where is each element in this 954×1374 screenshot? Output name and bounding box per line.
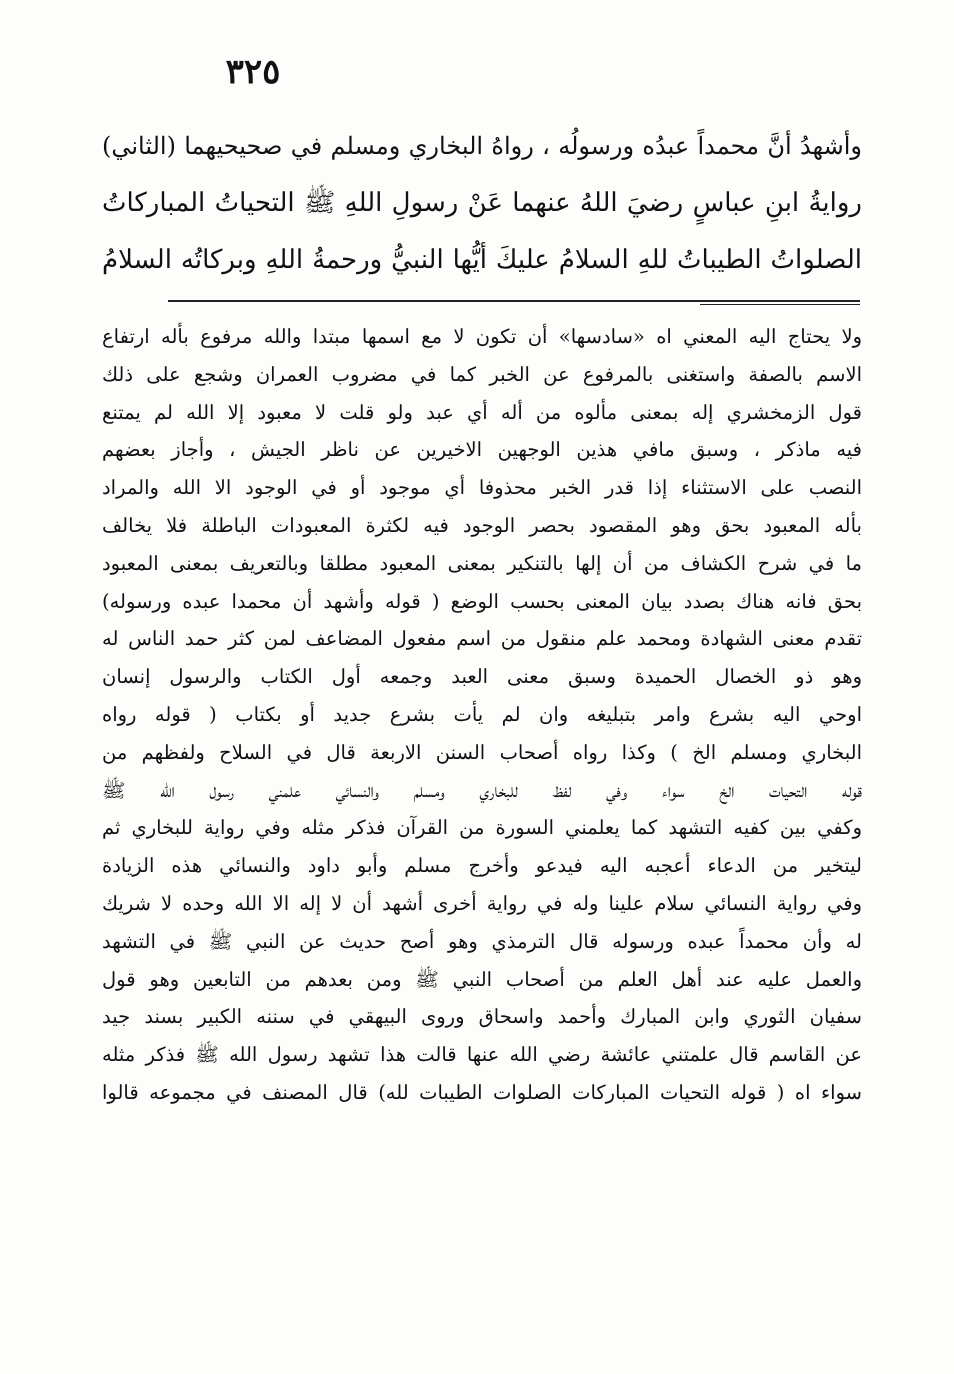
page-number: ٣٢٥ <box>225 52 281 92</box>
commentary-line: بحق فانه هناك بصدد بيان المعنى بحسب الوضع ( قوله وأشهد أن محمدا عبده ورسوله) <box>102 589 862 613</box>
main-text <box>102 118 862 289</box>
commentary-line: قوله التحيات الخ سواء وفي لفظ للبخاري ومسلم والنسائي علمني رسول الله ﷺ <box>102 778 862 802</box>
commentary-line: بأله المعبود بحق وهو المقصود بحصر الوجود فيه لكثرة المعبودات الباطلة فلا يخالف <box>102 513 862 537</box>
commentary-line: وفي رواية النسائي سلام علينا وله في رواية أخرى أشهد أن لا إله الا الله وحده لا شريك <box>102 891 862 915</box>
commentary-line: الاسم بالصفة واستغنى بالمرفوع عن الخبر كما في مضروب العمران وشجع على ذلك <box>102 362 862 386</box>
main-text-line: وأشهدُ أنَّ محمداً عبدُه ورسولُه ، رواهُ البخاري ومسلم في صحيحيهما (الثاني) <box>102 132 862 160</box>
commentary-line: فيه ماذكر ، وسبق مافي هذين الوجهين الاخيرين عن ناظر الجيش ، وأجاز بعضهم <box>102 438 862 462</box>
main-text-line: الصلواتُ الطيباتُ للهِ السلامُ عليكَ أيُّها النبيُّ ورحمةُ اللهِ وبركاتُه السلامُ <box>102 245 862 275</box>
commentary-text <box>102 318 862 1112</box>
section-divider-short <box>700 304 860 305</box>
commentary-line: النصب على الاستثناء إذا قدر الخبر محذوفا أي موجود أو في الوجود الا الله والمراد <box>102 476 862 500</box>
commentary-line: ليتخير من الدعاء أعجبه اليه فيدعو وأخرج مسلم وأبو داود والنسائي هذه الزيادة <box>102 854 862 878</box>
commentary-line: وكفي بين كفيه التشهد كما يعلمني السورة من القرآن فذكر مثله وفي رواية للبخاري ثم <box>102 816 862 840</box>
commentary-line: قول الزمخشري إله بمعنى مألوه من أله أي عبد ولو قلت لا معبود إلا الله لم يمتنع <box>102 400 862 424</box>
commentary-line: وهو ذو الخصال الحميدة وسبق معنى العبد وجمعه أول الكتاب والرسول إنسان <box>102 665 862 689</box>
commentary-line: تقدم معنى الشهادة ومحمد علم منقول من اسم مفعول المضاعف لمن كثر حمد الناس له <box>102 627 862 651</box>
commentary-line: والعمل عليه عند أهل العلم من أصحاب النبي ﷺ ومن بعدهم من التابعين وهو قول <box>102 967 862 991</box>
commentary-line: سواء اه ( قوله التحيات المباركات الصلوات الطيبات لله) قال المصنف في مجموعه قالوا <box>102 1080 862 1104</box>
commentary-line: البخاري ومسلم الخ ) وكذا رواه أصحاب السنن الاربعة قال في السلاح ولفظهم من <box>102 740 862 764</box>
commentary-line: سفيان الثوري وابن المبارك وأحمد واسحاق وروى البيهقي في سننه الكبير بسند جيد <box>102 1005 862 1029</box>
commentary-line: له وأن محمداً عبده ورسوله قال الترمذي وهو أصح حديث عن النبي ﷺ في التشهد <box>102 929 862 953</box>
section-divider <box>168 300 860 302</box>
commentary-line: اوحي اليه بشرع وامر بتبليغه وان لم يأت بشرع جديد أو بكتاب ( قوله رواه <box>102 702 862 726</box>
main-text-line: روايةُ ابنِ عباسٍ رضيَ اللهُ عنهما عَنْ رسولِ اللهِ ﷺ التحياتُ المباركاتُ <box>102 188 862 218</box>
commentary-line: ولا يحتاج اليه المعني اه «سادسها» أن تكون لا مع اسمها مبتدا والله مرفوع بأله ارتفاع <box>102 325 862 348</box>
commentary-line: ما في شرح الكشاف من أن إلها بالتنكير بمعنى المعبود مطلقا وبالتعريف بمعنى المعبود <box>102 551 862 575</box>
commentary-line: عن القاسم قال علمتني عائشة رضي الله عنها قالت هذا تشهد رسول الله ﷺ فذكر مثله <box>102 1043 862 1067</box>
